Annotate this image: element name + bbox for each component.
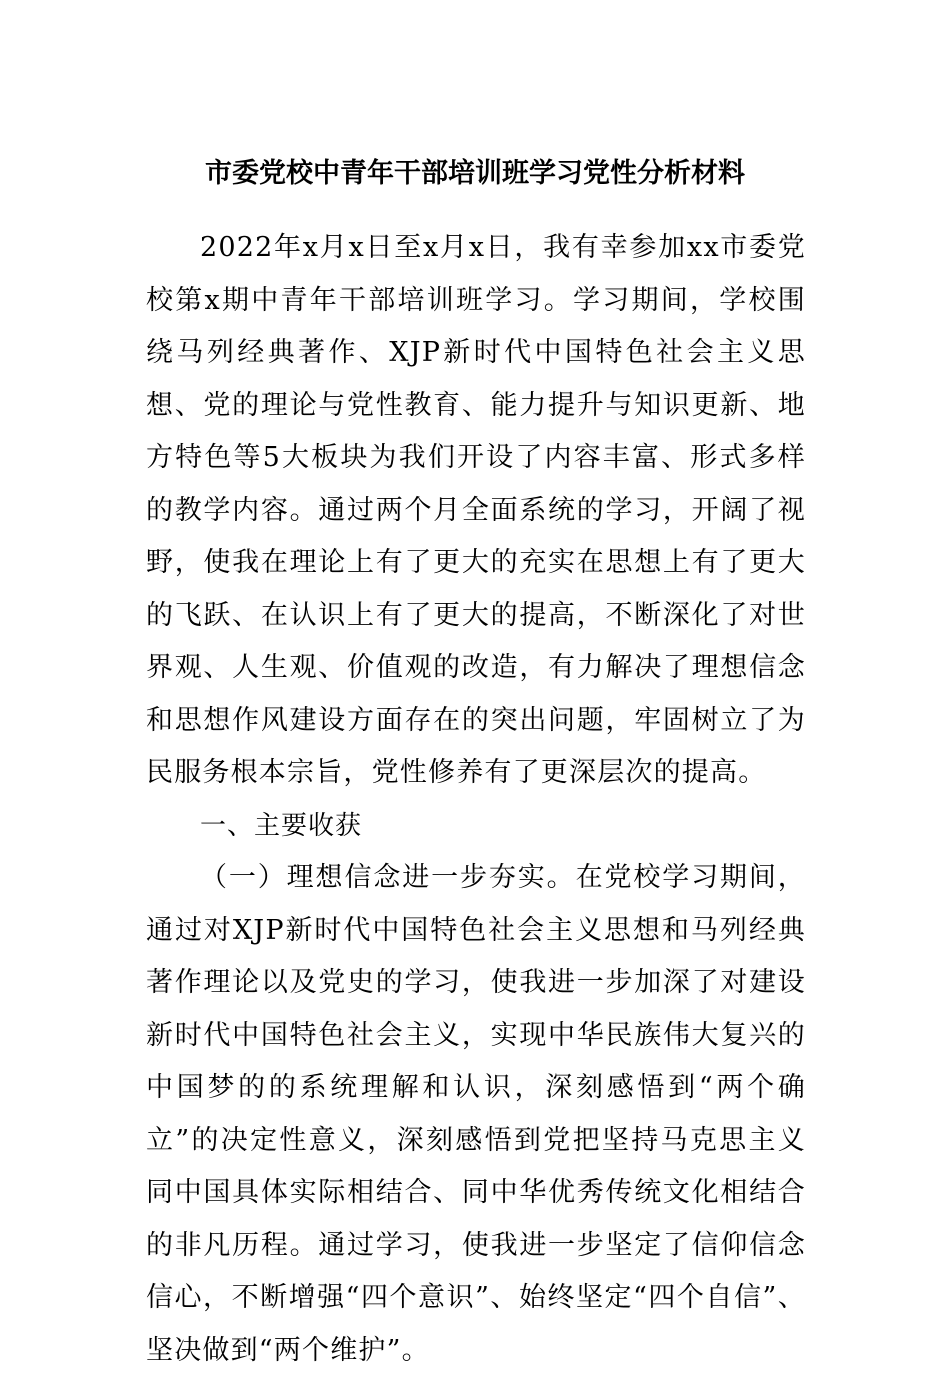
document-title: 市委党校中青年干部培训班学习党性分析材料 (205, 158, 745, 189)
section-heading: 一、主要收获 (200, 810, 363, 841)
intro-paragraph: 2022年x月x日至x月x日，我有幸参加xx市委党校第x期中青年干部培训班学习。学习期间，学校围绕马列经典著作、XJP新时代中国特色社会主义思想、党的理论与党性教育、能力提升与知识更新、地方特色等5大板块为我们开设了内容丰富、形式多样的教学内容。通过两个月全面系统的学习，开阔了视野，使我在理论上有了更大的充实在思想上有了更大的飞跃、在认识上有了更大的提高，不断深化了对世界观、人生观、价值观的改造，有力解决了理想信念和思想作风建设方面存在的突出问题，牢固树立了为民服务根本宗旨，党性修养有了更深层次的提高。 (146, 232, 806, 788)
document-body (146, 222, 806, 1377)
section-paragraph: （一）理想信念进一步夯实。在党校学习期间，通过对XJP新时代中国特色社会主义思想和马列经典著作理论以及党史的学习，使我进一步加深了对建设新时代中国特色社会主义，实现中华民族伟大复兴的中国梦的的系统理解和认识，深刻感悟到“两个确立”的决定性意义，深刻感悟到党把坚持马克思主义同中国具体实际相结合、同中华优秀传统文化相结合的非凡历程。通过学习，使我进一步坚定了信仰信念信心，不断增强“四个意识”、始终坚定“四个自信”、坚决做到“两个维护”。 (146, 862, 806, 1366)
